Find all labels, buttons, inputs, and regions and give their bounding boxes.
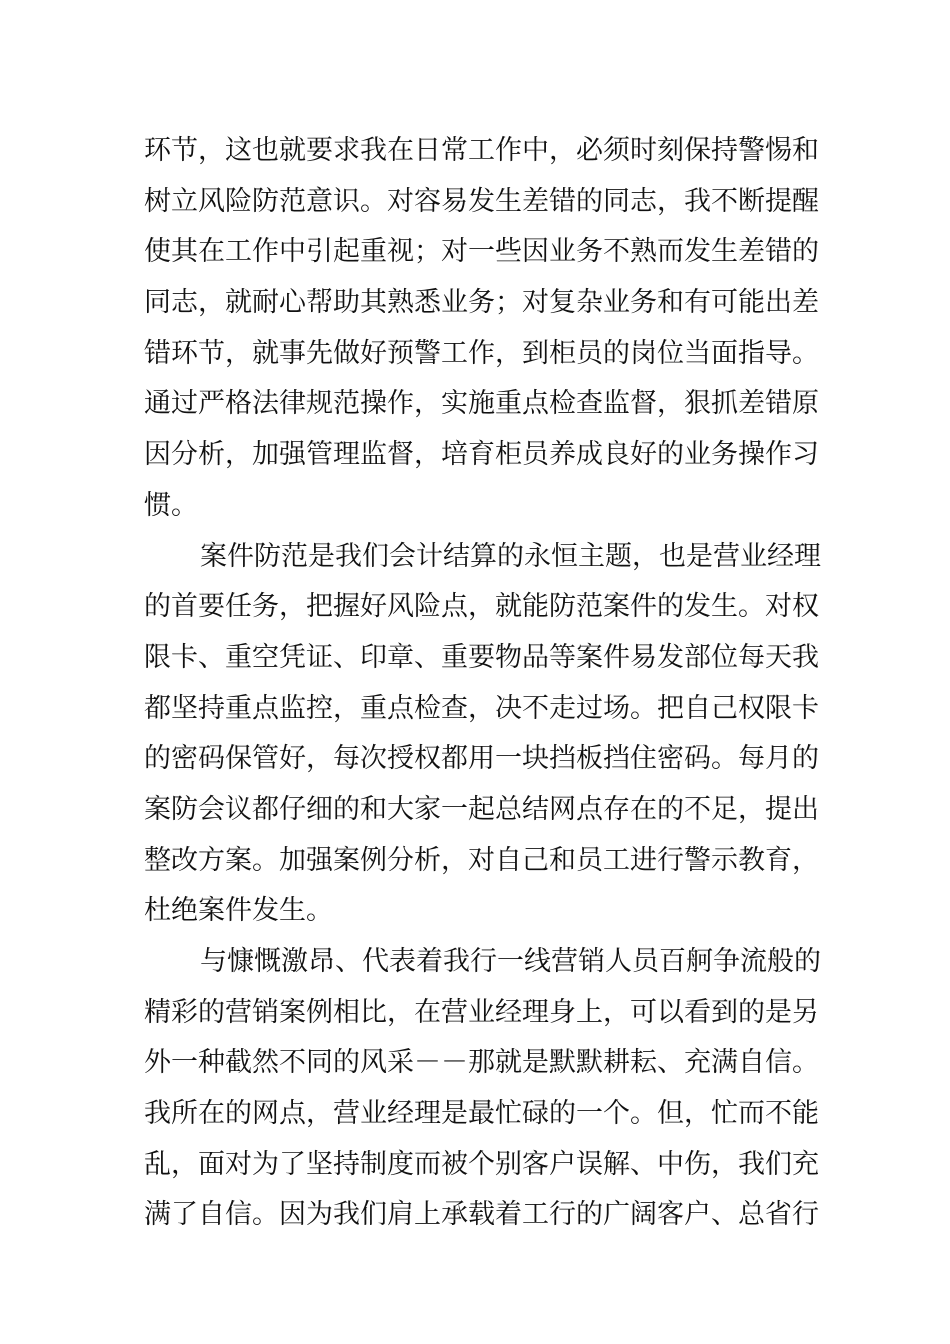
text-line: 杜绝案件发生。 — [144, 895, 333, 927]
text-line: 使其在工作中引起重视；对一些因业务不熟而发生差错的 — [144, 236, 819, 268]
text-line: 同志，就耐心帮助其熟悉业务；对复杂业务和有可能出差 — [144, 287, 819, 319]
text-line: 惯。 — [144, 489, 198, 521]
text-line: 限卡、重空凭证、印章、重要物品等案件易发部位每天我 — [144, 641, 819, 673]
text-line: 都坚持重点监控，重点检查，决不走过场。把自己权限卡 — [144, 692, 819, 724]
text-line: 通过严格法律规范操作，实施重点检查监督，狠抓差错原 — [144, 388, 819, 420]
text-line: 满了自信。因为我们肩上承载着工行的广阔客户、总省行 — [144, 1199, 819, 1231]
text-line: 案防会议都仔细的和大家一起总结网点存在的不足，提出 — [144, 793, 819, 825]
text-line: 外一种截然不同的风采－－那就是默默耕耘、充满自信。 — [144, 1047, 819, 1079]
text-line: 精彩的营销案例相比，在营业经理身上，可以看到的是另 — [144, 996, 819, 1028]
body-text — [144, 126, 821, 1241]
text-line: 整改方案。加强案例分析，对自己和员工进行警示教育， — [144, 844, 819, 876]
text-line: 我所在的网点，营业经理是最忙碌的一个。但，忙而不能 — [144, 1098, 819, 1130]
text-line: 因分析，加强管理监督，培育柜员养成良好的业务操作习 — [144, 439, 819, 471]
paragraph-2 — [144, 532, 821, 938]
text-line: 错环节，就事先做好预警工作，到柜员的岗位当面指导。 — [144, 337, 819, 369]
text-line: 环节，这也就要求我在日常工作中，必须时刻保持警惕和 — [144, 135, 819, 166]
paragraph-3 — [144, 937, 821, 1241]
text-line: 的首要任务，把握好风险点，就能防范案件的发生。对权 — [144, 591, 819, 623]
text-line: 案件防范是我们会计结算的永恒主题，也是营业经理 — [200, 540, 821, 572]
text-line: 乱，面对为了坚持制度而被个别客户误解、中伤，我们充 — [144, 1148, 819, 1180]
text-line: 与慷慨激昂、代表着我行一线营销人员百舸争流般的 — [200, 946, 821, 977]
text-line: 的密码保管好，每次授权都用一块挡板挡住密码。每月的 — [144, 743, 819, 775]
paragraph-1 — [144, 126, 819, 532]
text-line: 树立风险防范意识。对容易发生差错的同志，我不断提醒 — [144, 185, 819, 217]
